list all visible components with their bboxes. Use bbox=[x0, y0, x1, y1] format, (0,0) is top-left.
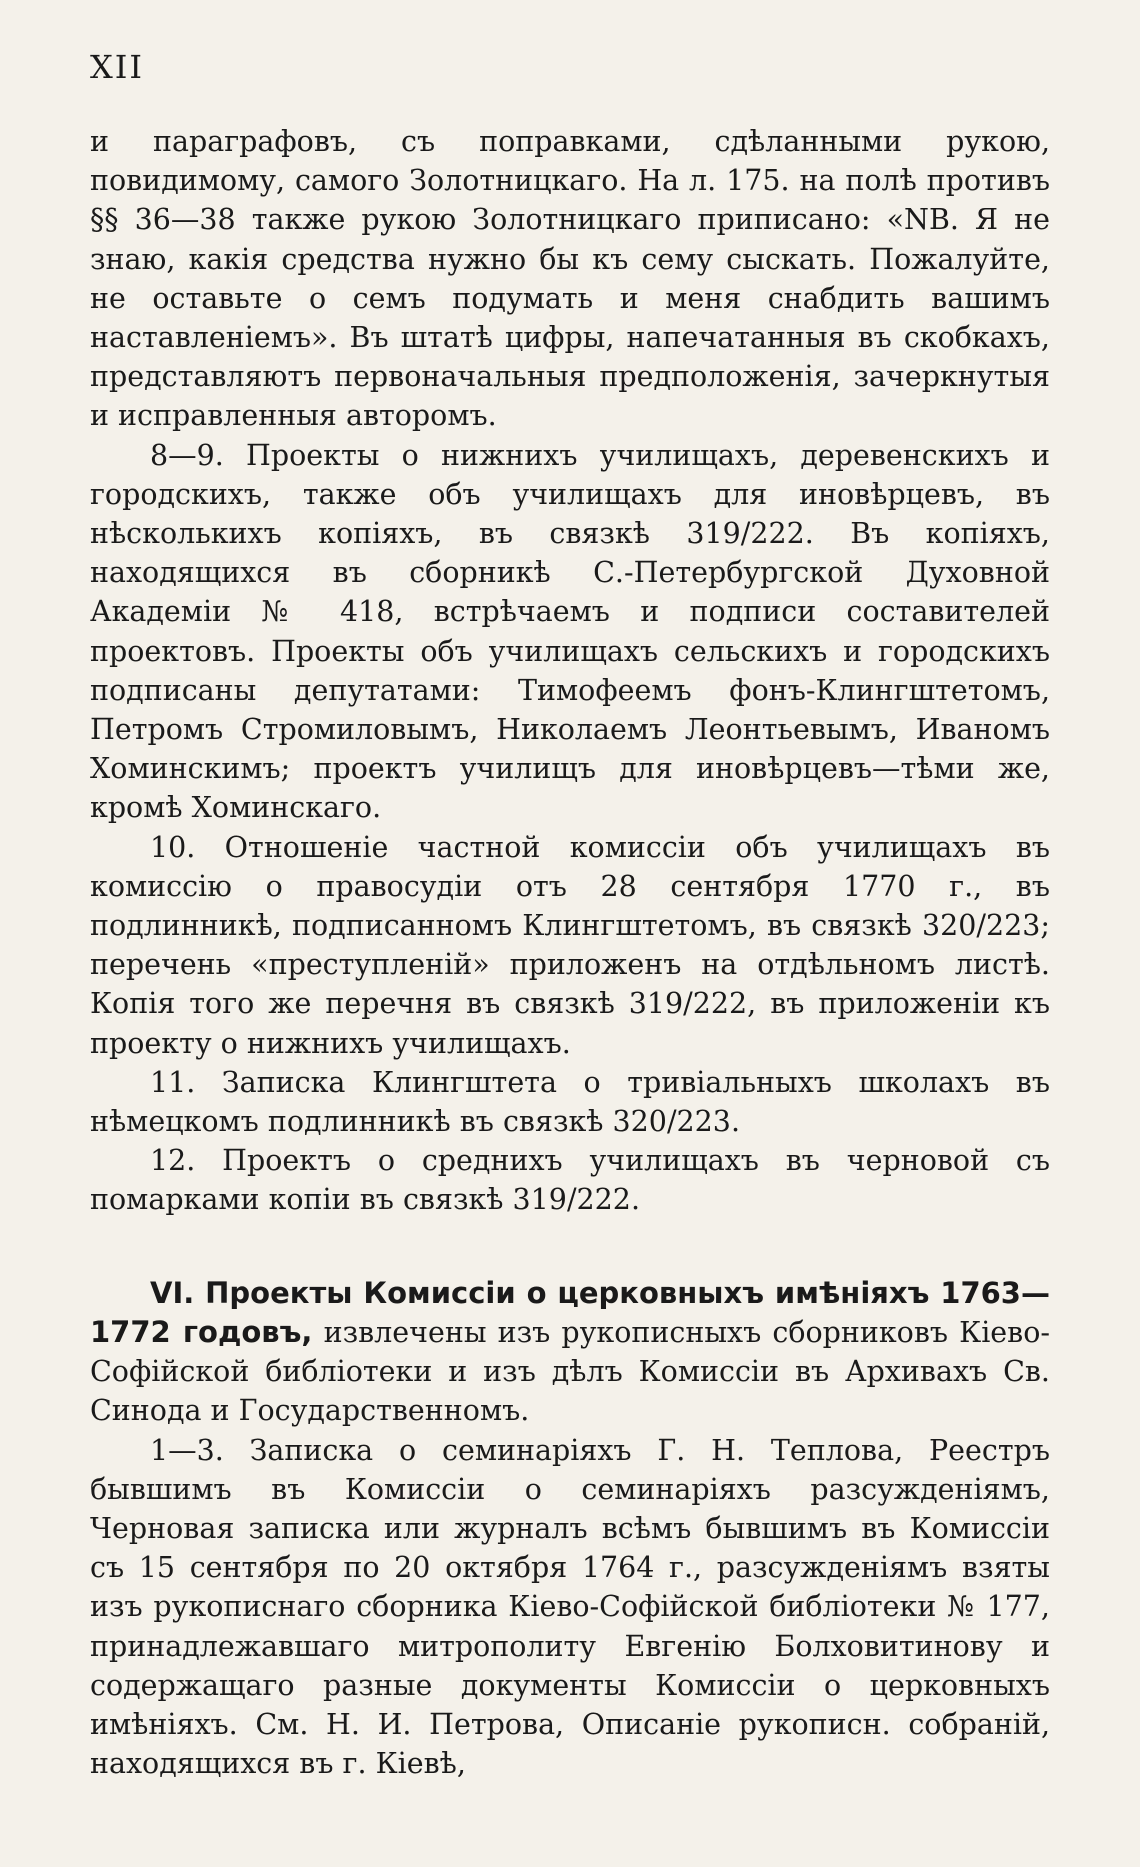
paragraph-continuation: и параграфовъ, съ поправками, сдѣланными рукою, повидимому, самого Золотницкаго. На л. 175. на полѣ противъ §§ 36—38 также рукою Золотницкаго приписано: «NB. Я не знаю, какія средства нужно бы къ сему сыскать. Пожалуйте, не оставьте о семъ подумать и меня снабдить вашимъ наставленіемъ». Въ штатѣ цифры, напечатанныя въ скобкахъ, представляютъ первоначальныя предположенія, зачеркнутыя и исправленныя авторомъ. bbox=[90, 125, 1050, 433]
paragraph-item-8-9: 8—9. Проекты о нижнихъ училищахъ, деревенскихъ и городскихъ, также объ училищахъ для иновѣрцевъ, въ нѣсколькихъ копіяхъ, въ связкѣ 319/222. Въ копіяхъ, находящихся въ сборникѣ С.-Петербургской Духовной Академіи № 418, встрѣчаемъ и подписи составителей проектовъ. Проекты объ училищахъ сельскихъ и городскихъ подписаны депутатами: Тимофеемъ фонъ-Клингштетомъ, Петромъ Стромиловымъ, Николаемъ Леонтьевымъ, Иваномъ Хоминскимъ; проектъ училищъ для иновѣрцевъ—тѣми же, кромѣ Хоминскаго. bbox=[90, 438, 1050, 825]
paragraph-item-10: 10. Отношеніе частной комиссіи объ училищахъ въ комиссію о правосудіи отъ 28 сентября 1770 г., въ подлинникѣ, подписанномъ Клингштетомъ, въ связкѣ 320/223; перечень «преступленій» приложенъ на отдѣльномъ листѣ. Копія того же перечня въ связкѣ 319/222, въ приложеніи къ проекту о нижнихъ училищахъ. bbox=[90, 830, 1050, 1060]
section-heading-continuation: извлечены изъ рукописныхъ сборниковъ Кіево-Софійской библіотеки и изъ дѣлъ Комиссіи въ Архивахъ Св. Синода и Государственномъ. bbox=[90, 1315, 1051, 1428]
paragraph-item-11: 11. Записка Клингштета о тривіальныхъ школахъ въ нѣмецкомъ подлинникѣ въ связкѣ 320/223. bbox=[90, 1065, 1050, 1139]
page-number: XII bbox=[90, 48, 145, 86]
section-spacer bbox=[90, 1220, 1050, 1274]
section-heading: VI. Проекты Комиссіи о церковныхъ имѣніяхъ 1763—1772 годовъ, bbox=[90, 1275, 1050, 1349]
body-text bbox=[90, 122, 1050, 1783]
paragraph-item-12: 12. Проектъ о среднихъ училищахъ въ черновой съ помарками копіи въ связкѣ 319/222. bbox=[90, 1144, 1050, 1217]
section-heading-paragraph bbox=[90, 1274, 1050, 1431]
paragraph-item-1-3: 1—3. Записка о семинаріяхъ Г. Н. Теплова, Реестръ бывшимъ въ Комиссіи о семинаріяхъ разсужденіямъ, Черновая записка или журналъ всѣмъ бывшимъ въ Комиссіи съ 15 сентября по 20 октября 1764 г., разсужденіямъ взяты изъ рукописнаго сборника Кіево-Софійской библіотеки № 177, принадлежавшаго митрополиту Евгенію Болховитинову и содержащаго разные документы Комиссіи о церковныхъ имѣніяхъ. См. Н. И. Петрова, Описаніе рукописн. собраній, находящихся въ г. Кіевѣ, bbox=[90, 1433, 1050, 1781]
